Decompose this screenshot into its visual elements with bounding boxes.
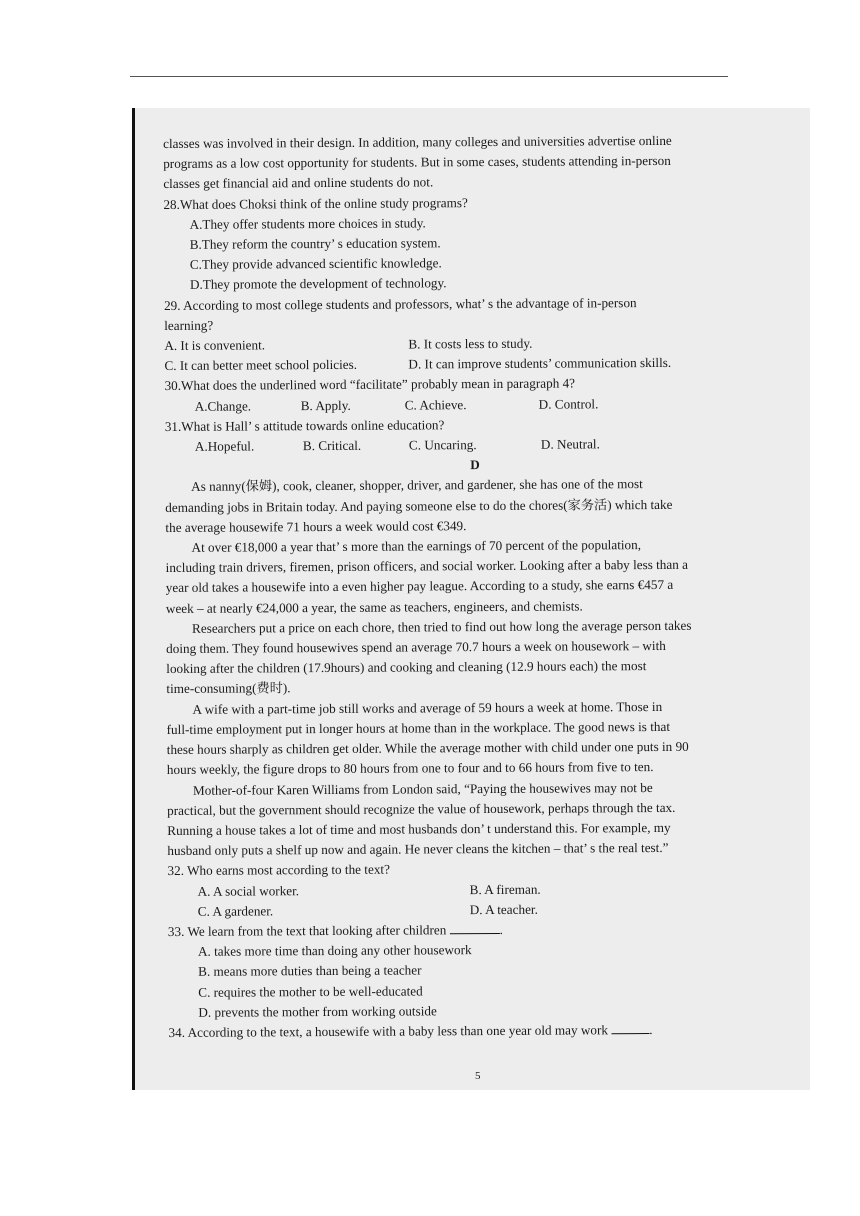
passage-line: including train drivers, firemen, prison officers, and social worker. Looking after a baby less than a (165, 557, 689, 576)
option-a: A.Hopeful. (194, 438, 255, 454)
passage-line: doing them. They found housewives spend an average 70.7 hours a week on housework – with (166, 638, 666, 657)
question-28 (163, 191, 784, 296)
option-a: A. A social worker. (197, 882, 300, 899)
stem-end: . (499, 921, 503, 937)
passage-line: practical, but the government should recognize the value of housework, perhaps through the tax. (167, 799, 676, 818)
option-b: B. means more duties than being a teacher (198, 962, 422, 980)
option-a: A.They offer students more choices in study. (189, 215, 426, 232)
question-29 (164, 292, 784, 377)
section-heading: D (470, 457, 480, 473)
text-line: classes was involved in their design. In addition, many colleges and universities advertise online (163, 132, 672, 151)
passage-line: hours weekly, the figure drops to 80 hours from one to four and to 66 hours from five to ten. (166, 759, 654, 778)
passage-line: looking after the children (17.9hours) and cooking and cleaning (12.9 hours each) the most (166, 658, 647, 677)
passage-line: A wife with a part-time job still works and average of 59 hours a week at home. Those in (192, 698, 663, 717)
option-c: C. requires the mother to be well-educated (198, 982, 423, 1000)
question-30 (164, 373, 784, 417)
header-rule (130, 76, 728, 77)
option-b: B. Critical. (302, 437, 362, 454)
page-number: 5 (475, 1070, 481, 1082)
passage-line: the average housewife 71 hours a week would cost €349. (165, 518, 467, 535)
option-d: D. Neutral. (540, 436, 600, 452)
option-d: D. It can improve students’ communication skills. (408, 355, 672, 372)
question-stem: 29. According to most college students and professors, what’ s the advantage of in-person (163, 294, 637, 313)
question-stem (168, 1019, 788, 1043)
passage-d (165, 474, 787, 862)
question-stem: 32. Who earns most according to the text? (167, 861, 390, 879)
option-b: B. A fireman. (469, 881, 541, 897)
option-d: D.They promote the development of technology. (189, 275, 447, 293)
text-line: programs as a low cost opportunity for students. But in some cases, students attending in-person (163, 153, 671, 172)
question-33 (168, 918, 789, 1023)
question-stem: 28.What does Choksi think of the online study programs? (163, 194, 468, 212)
answer-blank (450, 920, 500, 934)
question-stem-cont: learning? (164, 317, 214, 333)
option-c: C. Uncaring. (408, 437, 477, 453)
question-32 (167, 858, 787, 922)
option-d: D. prevents the mother from working outside (198, 1003, 437, 1020)
option-d: D. Control. (538, 395, 599, 412)
option-a: A. takes more time than doing any other housework (197, 942, 472, 959)
option-a: A.Change. (194, 398, 252, 414)
question-31 (165, 413, 785, 457)
answer-blank (611, 1020, 649, 1034)
question-stem-text: 33. We learn from the text that looking after children (167, 922, 447, 939)
option-c: C. A gardener. (197, 903, 274, 919)
passage-line: Mother-of-four Karen Williams from London said, “Paying the housewives may not be (192, 779, 653, 798)
question-stem-text: 34. According to the text, a housewife with a baby less than one year old may work (168, 1022, 609, 1040)
option-d: D. A teacher. (469, 901, 538, 917)
option-a: A. It is convenient. (164, 337, 266, 354)
option-c: C. Achieve. (404, 396, 467, 413)
scanned-page (132, 108, 810, 1090)
option-b: B. Apply. (300, 397, 351, 413)
passage-line: time-consuming(费时). (166, 680, 291, 697)
question-stem: 30.What does the underlined word “facilitate” probably mean in paragraph 4? (164, 375, 576, 394)
passage-line: full-time employment put in longer hours at home than in the workplace. The good news is that (166, 718, 671, 737)
passage-line: Running a house takes a lot of time and most husbands don’ t understand this. For example, my (167, 819, 671, 838)
exam-content (163, 130, 789, 1043)
passage-line: husband only puts a shelf up now and again. He never cleans the kitchen – that’ s the real test.” (167, 840, 669, 859)
passage-line: At over €18,000 a year that’ s more than the earnings of 70 percent of the population, (191, 537, 642, 555)
option-b: B. It costs less to study. (408, 335, 533, 352)
passage-line: these hours sharply as children get older. While the average mother with child under one puts in 90 (166, 738, 689, 758)
passage-line: week – at nearly €24,000 a year, the same as teachers, engineers, and chemists. (165, 598, 583, 616)
option-b: B.They reform the country’ s education system. (189, 235, 441, 252)
passage-line: demanding jobs in Britain today. And paying someone else to do the chores(家务活) which take (165, 496, 673, 515)
stem-end: . (649, 1021, 653, 1037)
text-line: classes get financial aid and online students do not. (163, 174, 434, 192)
option-c: C. It can better meet school policies. (164, 357, 358, 374)
question-34 (168, 1019, 788, 1043)
passage-line: year old takes a housewife into a even higher pay league. According to a study, she earns €457 a (165, 577, 674, 596)
question-stem: 31.What is Hall’ s attitude towards online education? (164, 417, 445, 434)
passage-line: Researchers put a price on each chore, then tried to find out how long the average person takes (191, 617, 692, 636)
option-c: C.They provide advanced scientific knowledge. (189, 255, 442, 273)
passage-line: As nanny(保姆), cook, cleaner, shopper, driver, and gardener, she has one of the most (191, 476, 643, 495)
